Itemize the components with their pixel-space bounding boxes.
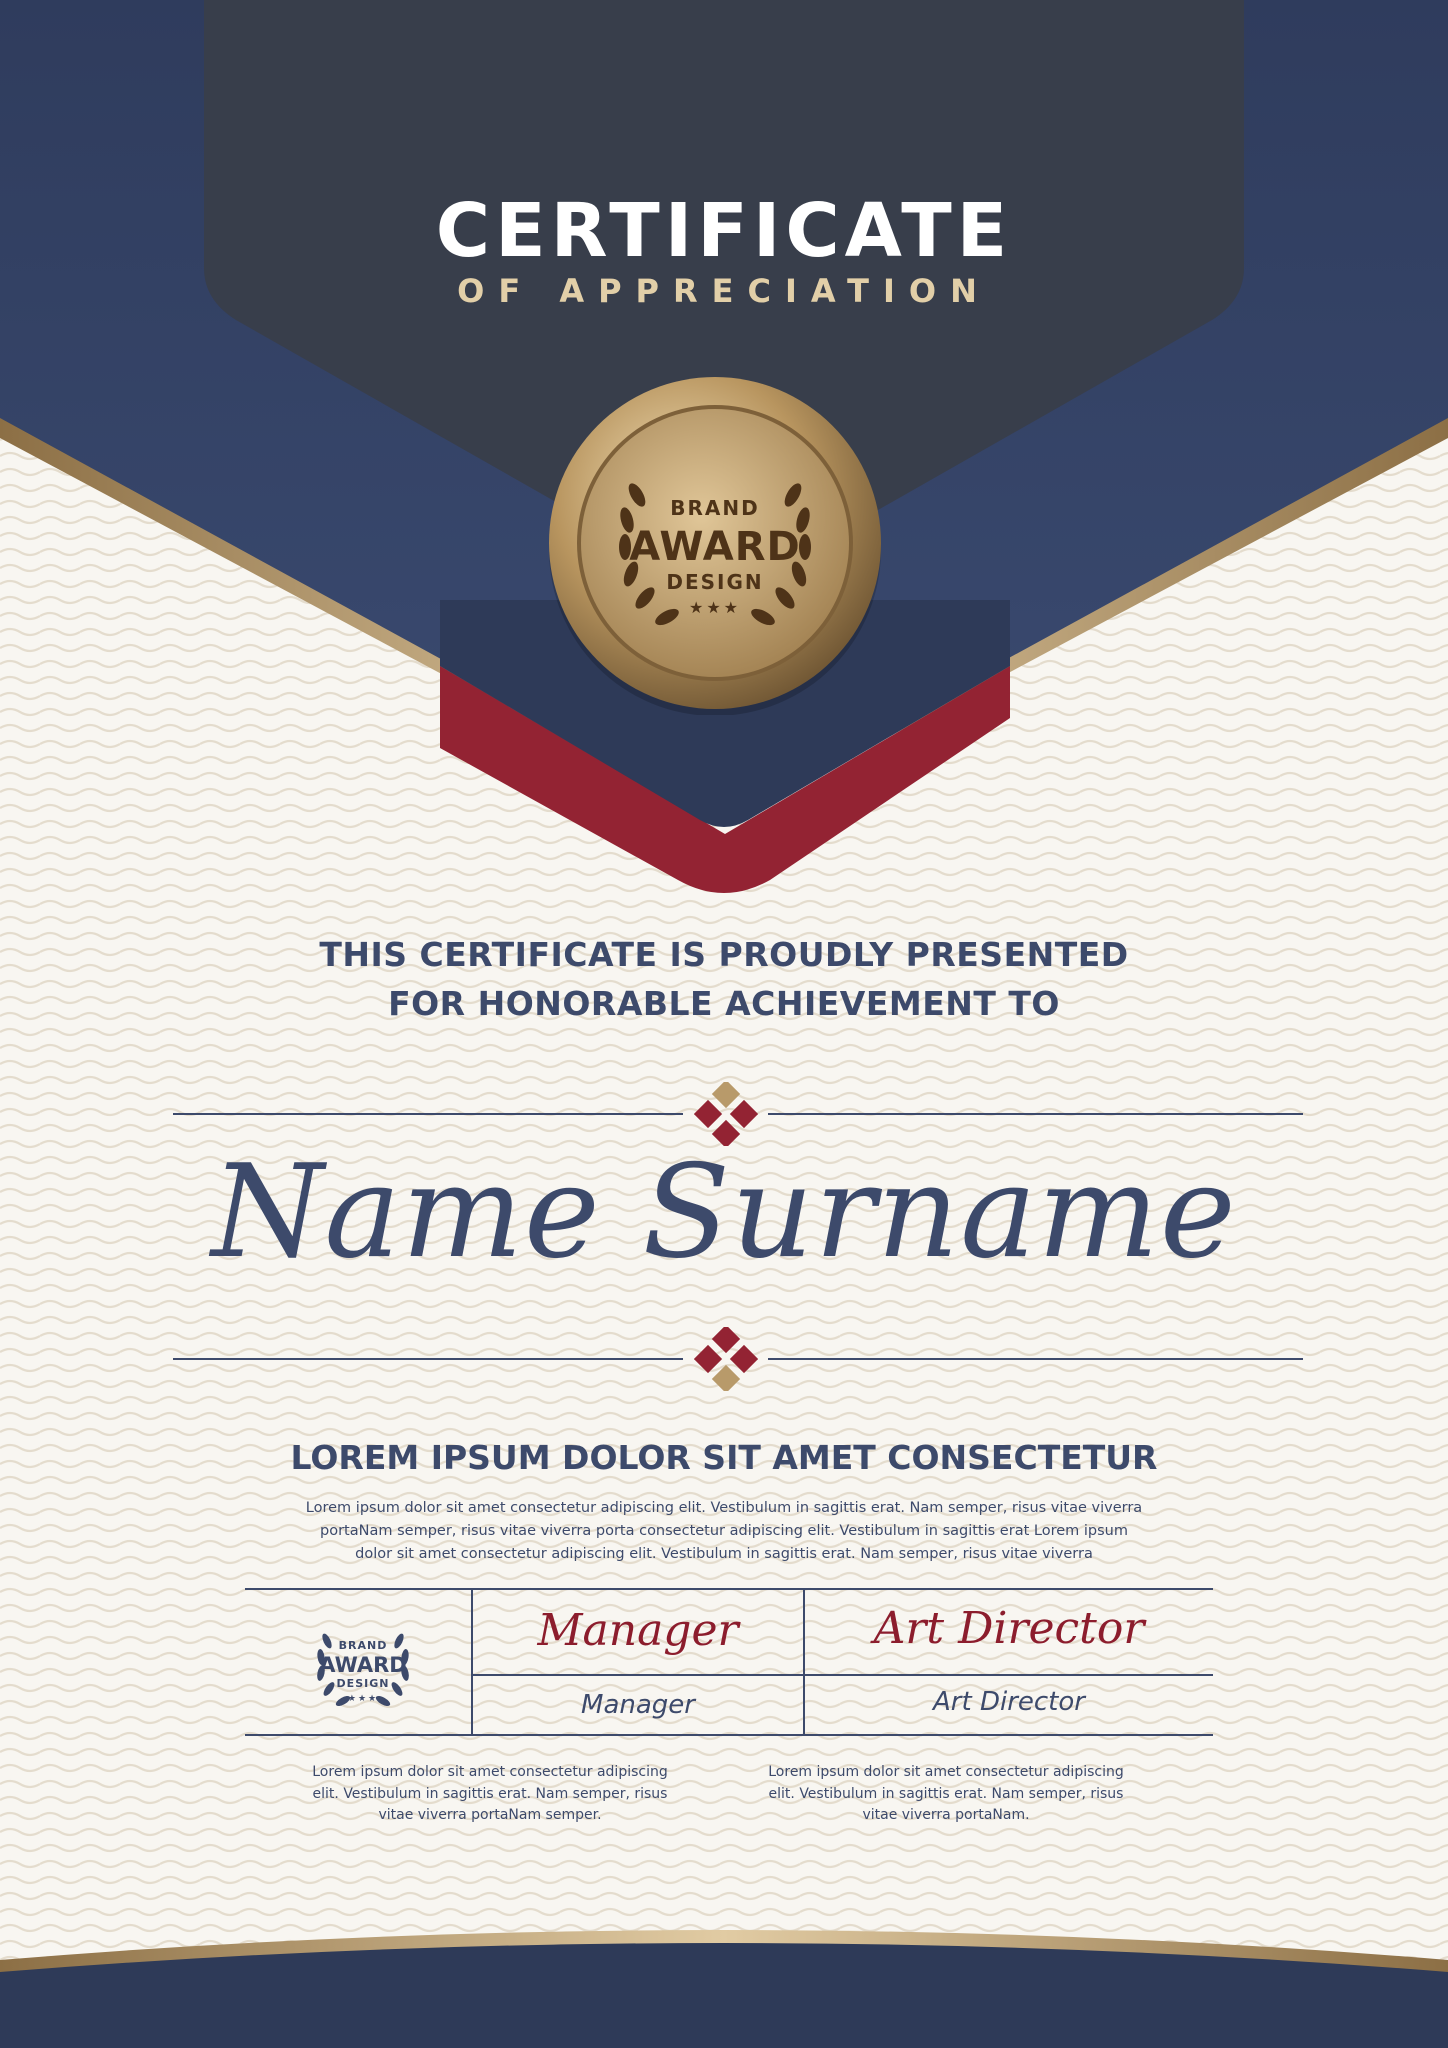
presentation-line-1: THIS CERTIFICATE IS PROUDLY PRESENTED (319, 935, 1129, 974)
seal-line1: BRAND (670, 496, 760, 520)
table-top-border (245, 1588, 1213, 1590)
divider-right-bottom (768, 1358, 1303, 1360)
diamond-ornament-top-icon (694, 1082, 758, 1146)
table-bottom-border (245, 1734, 1213, 1736)
table-mid-border (472, 1674, 1213, 1676)
brand-award-logo (303, 1605, 423, 1725)
certificate-title: CERTIFICATE (435, 188, 1013, 274)
art-director-signature: Art Director (873, 1603, 1145, 1654)
award-seal (545, 375, 885, 715)
divider-right-top (768, 1113, 1303, 1115)
certificate-subtitle: OF APPRECIATION (457, 272, 991, 310)
logo-stars: ★★★ (347, 1694, 379, 1704)
logo-line1: BRAND (338, 1639, 388, 1652)
seal-stars: ★★★ (688, 598, 742, 617)
recipient-name: Name Surname (211, 1138, 1237, 1287)
divider-left-bottom (173, 1358, 683, 1360)
seal-line3: DESIGN (666, 570, 764, 594)
body-heading: LOREM IPSUM DOLOR SIT AMET CONSECTETUR (290, 1438, 1158, 1477)
manager-role: Manager (581, 1690, 695, 1720)
diamond-ornament-bottom-icon (694, 1327, 758, 1391)
logo-line2: AWARD (319, 1653, 407, 1677)
body-paragraph: Lorem ipsum dolor sit amet consectetur adipiscing elit. Vestibulum in sagittis erat. Nam semper, risus vitae viverra portaNam semper, risus vitae viverra porta consectetur adipiscing elit. Vestibulum in sagittis erat Lorem ipsum dolor sit amet consectetur adipiscing elit. Vestibulum in sagittis erat. Nam semper, risus vitae viverra (305, 1500, 1143, 1562)
seal-line2: AWARD (629, 524, 801, 570)
logo-line3: DESIGN (336, 1677, 390, 1690)
art-director-role: Art Director (933, 1687, 1085, 1717)
manager-signature: Manager (537, 1605, 739, 1656)
divider-left-top (173, 1113, 683, 1115)
presentation-line-2: FOR HONORABLE ACHIEVEMENT TO (388, 984, 1060, 1023)
art-director-note: Lorem ipsum dolor sit amet consectetur adipiscing elit. Vestibulum in sagittis erat. Nam semper, risus vitae viverra portaNam. (768, 1764, 1124, 1823)
manager-note: Lorem ipsum dolor sit amet consectetur adipiscing elit. Vestibulum in sagittis erat. Nam semper, risus vitae viverra portaNam semper. (312, 1764, 668, 1823)
